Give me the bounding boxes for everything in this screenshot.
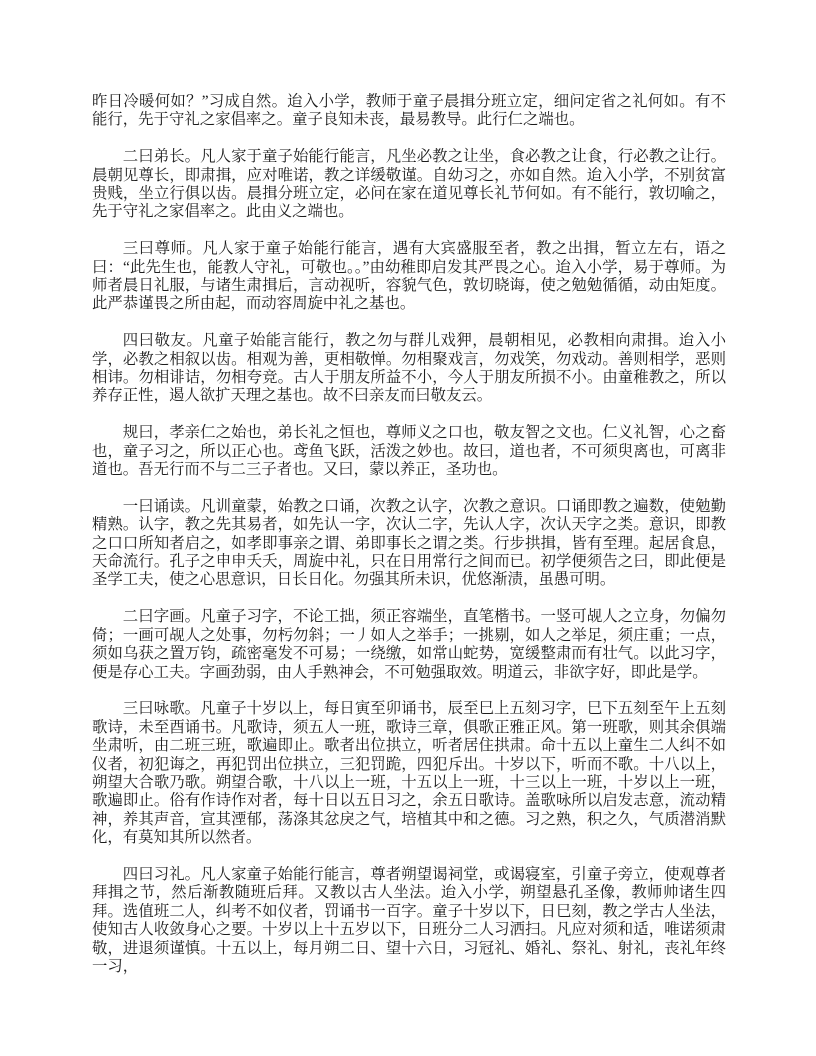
paragraph-guiyue: 规曰，孝亲仁之始也，弟长礼之恒也，尊师义之口也，敬友智之文也。仁义礼智，心之畜也，童子习之，所以正心也。鸢鱼飞跃，活泼之妙也。故曰，道也者，不可须臾离也，可离非道也。吾无行而不与二三子者也。又曰，蒙以养正，圣功也。 (92, 424, 726, 479)
paragraph-continuation: 昨日冷暖何如？”习成自然。迨入小学，教师于童子晨揖分班立定，细问定省之礼何如。有不能行，先于守礼之家倡率之。童子良知未丧，最易教导。此行仁之端也。 (92, 93, 726, 129)
text-column (92, 93, 726, 976)
paragraph-jingyou: 四曰敬友。凡童子始能言能行，教之勿与群儿戏狎，晨朝相见，必教相向肃揖。迨入小学，必教之相叙以齿。相观为善，更相敬惮。勿相聚戏言，勿戏笑，勿戏动。善则相学，恶则相讳。勿相诽诘，勿相夸竞。古人于朋友所益不小，今人于朋友所损不小。由童稚教之，所以养存正性，遏人欲扩天理之基也。故不曰亲友而曰敬友云。 (92, 332, 726, 405)
paragraph-zunshi: 三曰尊师。凡人家于童子始能行能言，遇有大宾盛服至者，教之出揖，暂立左右，语之曰：“此先生也，能教人守礼，可敬也。。”由幼稚即启发其严畏之心。迨入小学，易于尊师。为师者晨日礼服，与诸生肃揖后，言动视听，容貌气色，敦切晓诲，使之勉勉循循，动由矩度。此严恭谨畏之所由起，而动容周旋中礼之基也。 (92, 240, 726, 313)
paragraph-yongge: 三曰咏歌。凡童子十岁以上，每日寅至卯诵书，辰至巳上五刻习字，巳下五刻至午上五刻歌诗，未至酉诵书。凡歌诗，须五人一班，歌诗三章，俱歌正雅正风。第一班歌，则其余俱端坐肃听，由二班三班，歌遍即止。歌者出位拱立，听者居住拱肃。命十五以上童生二人纠不如仪者，初犯诲之，再犯罚出位拱立，三犯罚跪，四犯斥出。十岁以下，听而不歌。十八以上，朔望大合歌乃歌。朔望合歌，十八以上一班，十五以上一班，十三以上一班，十岁以上一班，歌遍即止。俗有作诗作对者，每十日以五日习之，余五日歌诗。盖歌咏所以启发志意，流动精神，养其声音，宣其湮郁，荡涤其忿戾之气，培植其中和之德。习之熟，积之久，气质潜消默化，有莫知其所以然者。 (92, 700, 726, 847)
paragraph-zihua: 二曰字画。凡童子习字，不论工拙，须正容端坐，直笔楷书。一竖可觇人之立身，勿偏勿倚；一画可觇人之处事，勿杇勿斜；一丿如人之举手；一挑剔，如人之举足，须庄重；一点，须如乌获之置万钧，疏密毫发不可易；一绕缴，如常山蛇势，宽缓整肃而有壮气。以此习字，便是存心工夫。字画劲弱，由人手熟神会，不可勉强取效。明道云，非欲字好，即此是学。 (92, 608, 726, 681)
paragraph-xili: 四曰习礼。凡人家童子始能行能言，尊者朔望谒祠堂，或谒寝室，引童子旁立，使观尊者拜揖之节，然后渐教随班后拜。又教以古人坐法。迨入小学，朔望悬孔圣像，教师帅诸生四拜。选值班二人，纠考不如仪者，罚诵书一百字。童子十岁以下，日巳刻，教之学古人坐法，使知古人收敛身心之要。十岁以上十五岁以下，日班分二人习洒扫。凡应对须和适，唯诺须肃敬，进退须谨慎。十五以上，每月朔二日、望十六日，习冠礼、婚礼、祭礼、射礼，丧礼年终一习， (92, 865, 726, 975)
paragraph-songdu: 一曰诵读。凡训童蒙，始教之口诵，次教之认字，次教之意识。口诵即教之遍数，使勉勤精熟。认字，教之先其易者，如先认一字，次认二字，先认人字，次认天字之类。意识，即教之口口所知者启之，如孝即事亲之谓、弟即事长之谓之类。行步拱揖，皆有至理。起居食息，天命流行。孔子之申申夭夭，周旋中礼，只在日用常行之间而已。初学便须告之曰，即此便是圣学工夫，使之心思意识，日长日化。勿强其所未识，优悠渐渍，虽愚可明。 (92, 497, 726, 589)
paragraph-dizhang: 二曰弟长。凡人家于童子始能行能言，凡坐必教之让坐，食必教之让食，行必教之让行。晨朝见尊长，即肃揖，应对唯诺，教之详缓敬谨。自幼习之，亦如自然。迨入小学，不别贫富贵贱，坐立行俱以齿。晨揖分班立定，必问在家在道见尊长礼节何如。有不能行，敦切喻之，先于守礼之家倡率之。此由义之端也。 (92, 148, 726, 221)
